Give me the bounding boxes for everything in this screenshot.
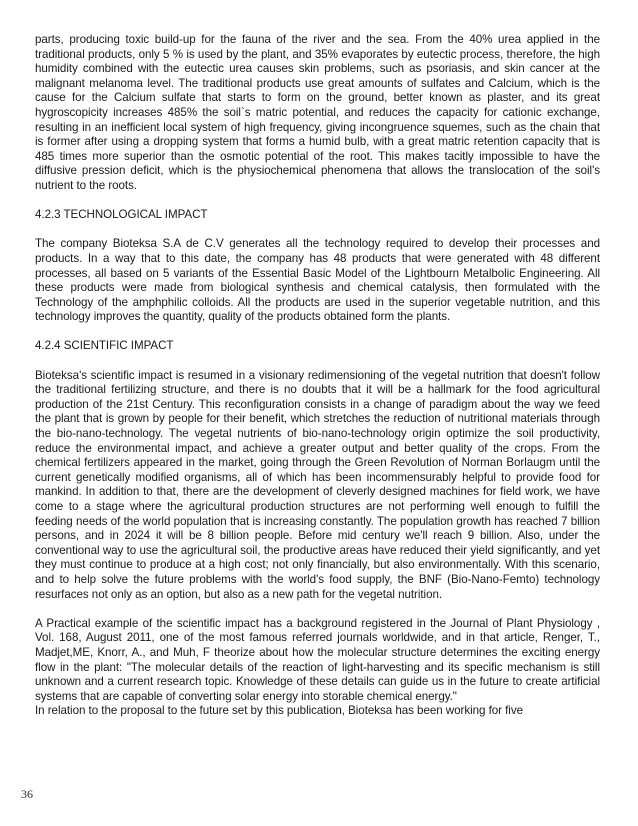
page-number: 36 (21, 787, 33, 801)
paragraph-practical-example: A Practical example of the scientific impact has a background registered in the Journal of Plant Physiology , Vol. 168, August 2011, one of the most famous referred journals worldwide, and in that article, Renger, T., Madjet,ME, Knorr, A., and Muh, F theorize about how the molecular structure determines the exciting energy flow in the plant: "The molecular details of the reaction of light-harvesting and its specific mechanism is still unknown and a current research topic. Knowledge of these details can guide us in the future to create artificial systems that are capable of converting solar energy into storable chemical energy." (35, 616, 600, 703)
section-heading-scientific-impact: 4.2.4 SCIENTIFIC IMPACT (35, 339, 174, 353)
paragraph-urea-effects: parts, producing toxic build-up for the fauna of the river and the sea. From the 40% urea applied in the traditional products, only 5 % is used by the plant, and 35% evaporates by eutectic process, therefore, the high humidity combined with the eutectic urea causes skin problems, such as psoriasis, and skin cancer at the malignant melanoma level. The traditional products use great amounts of sulfates and Calcium, which is the cause for the Calcium sulfate that starts to form on the ground, better known as plaster, and its great hygroscopicity increases 485% the soil`s matric potential, and reduces the capacity for cationic exchange, resulting in an inefficient local system of high frequency, giving incongruence squemes, such as the chain that is former after using a dropping system that forms a humid bulb, with a great matric retention capacity that is 485 times more superior than the osmotic potential of the root. This makes tacitly impossible to have the diffusive pression deficit, which is the physiochemical phenomena that allows the translocation of the soil's nutrient to the roots. (35, 33, 600, 192)
paragraph-scientific-impact: Bioteksa's scientific impact is resumed in a visionary redimensioning of the vegetal nutrition that doesn't follow the traditional fertilizing structure, and there is no doubts that it will be a hallmark for the food agricultural production of the 21st Century. This reconfiguration consists in a change of paradigm about the way we feed the plant that is grown by people for their benefit, which stretches the reduction of nutritional materials through the bio-nano-technology. The vegetal nutrients of bio-nano-technology origin optimize the soil productivity, reduce the environmental impact, and achieve a greater output and better quality of the crops. From the chemical fertilizers appeared in the market, going through the Green Revolution of Norman Borlaugm until the current genetically modified organisms, all of which has been incommensurably helpful to provide food for mankind. In addition to that, there are the development of cleverly designed machines for field work, we have come to a stage where the agricultural production structures are not performing well enough to fulfill the feeding needs of the world population that is increasing constantly. The population growth has reached 7 billion persons, and in 2024 it will be 8 billion people. Before mid century we'll reach 9 billion. Also, under the conventional way to use the agricultural soil, the productive areas have reduced their yield significantly, and yet they must continue to produce at a high cost; not only financially, but also environmentally. With this scenario, and to help solve the future problems with the world's food supply, the BNF (Bio-Nano-Femto) technology resurfaces not only as an option, but also as a new path for the vegetal nutrition. (35, 368, 600, 601)
paragraph-technology: The company Bioteksa S.A de C.V generates all the technology required to develop their processes and products. In a way that to this date, the company has 48 products that were generated with 48 different processes, all based on 5 variants of the Essential Basic Model of the Lightbourn Metalbolic Engineering. All these products were made from biological synthesis and chemical catalysis, then formulated with the Technology of the amphphilic colloids. All the products are used in the superior vegetable nutrition, and this technology improves the quantity, quality of the products obtained form the plants. (35, 237, 600, 324)
section-heading-technological-impact: 4.2.3 TECHNOLOGICAL IMPACT (35, 208, 208, 222)
page-body (35, 33, 600, 719)
paragraph-proposal: In relation to the proposal to the future set by this publication, Bioteksa has been working for five (35, 704, 523, 718)
